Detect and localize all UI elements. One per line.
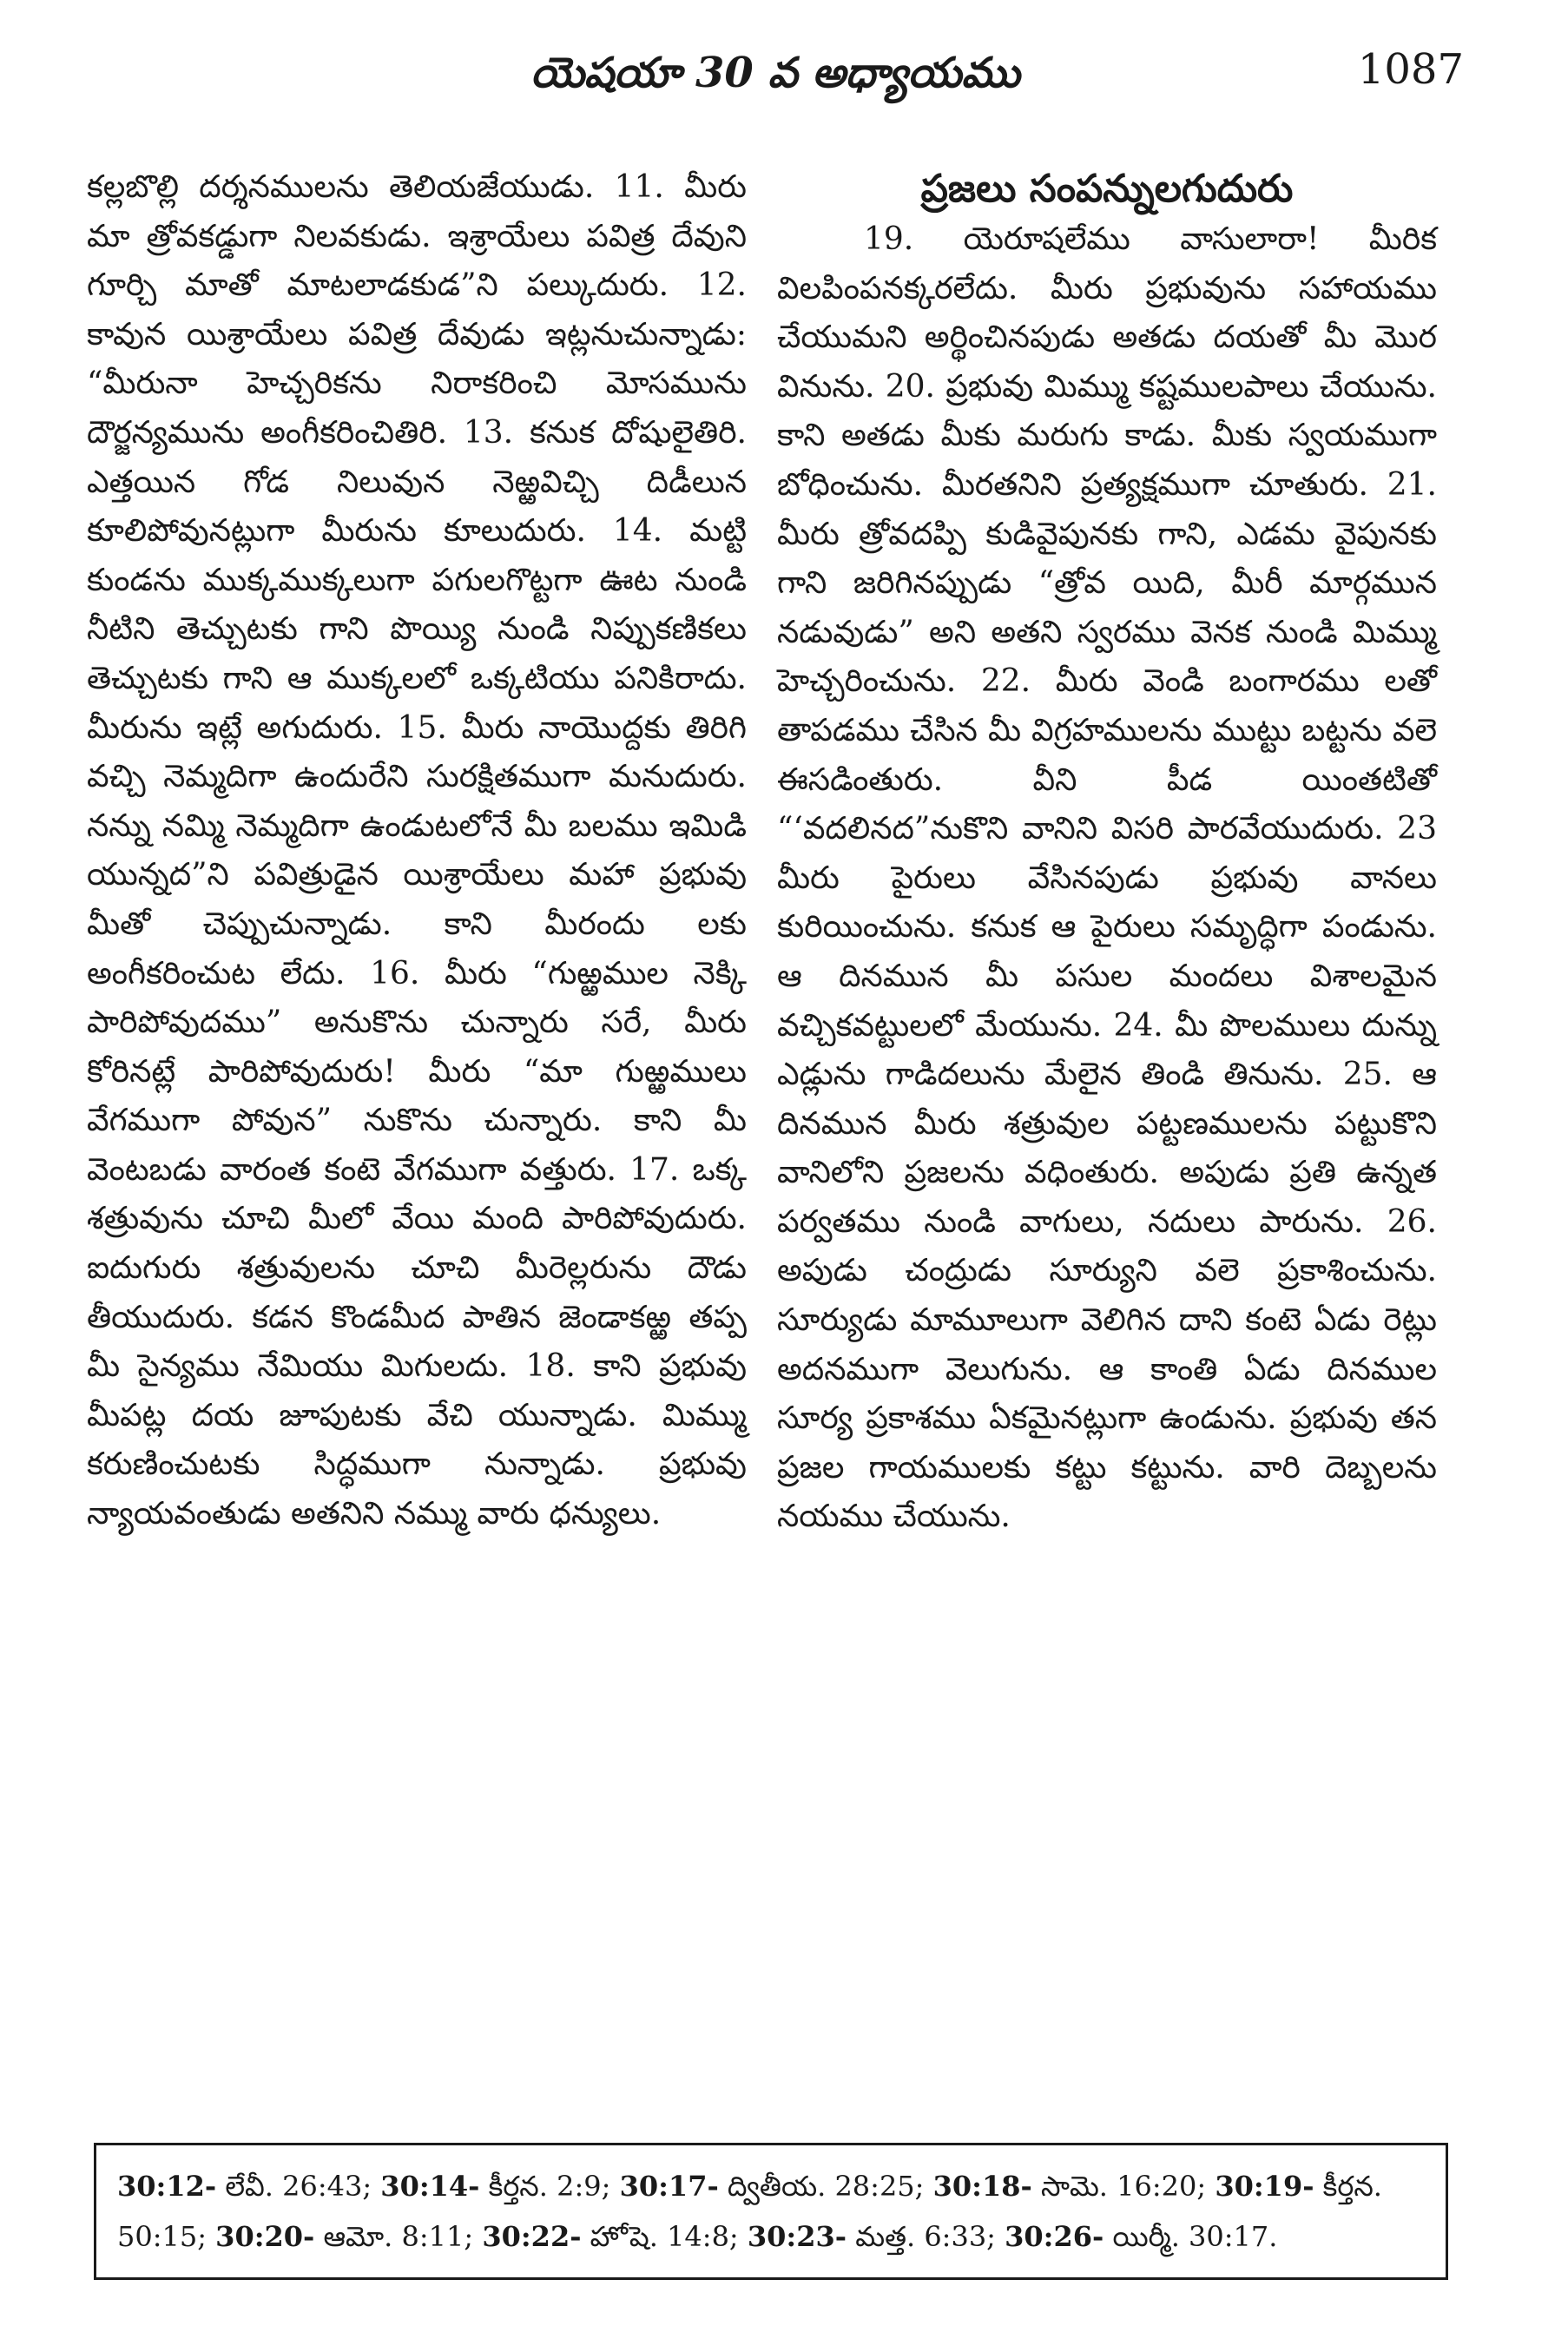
footnote-text: యిర్మీ. 30:17. [1104, 2220, 1278, 2253]
footnote-item [933, 2170, 1207, 2203]
footnote-item [380, 2170, 610, 2203]
section-heading: ప్రజలు సంపన్నులగుదురు [920, 167, 1294, 211]
footnote-text: ద్వితీయ. 28:25; [718, 2170, 925, 2203]
footnote-text: కీర్తన. 50:15; [117, 2170, 1382, 2253]
right-column [777, 163, 1437, 1542]
footnote-item [620, 2170, 925, 2203]
footnote-ref: 30:19- [1215, 2170, 1314, 2203]
page-header [87, 42, 1464, 120]
footnote-ref: 30:20- [215, 2220, 315, 2253]
footnote-ref: 30:26- [1005, 2220, 1104, 2253]
footnote-ref: 30:22- [482, 2220, 582, 2253]
footnote-item [482, 2220, 738, 2253]
footnote-item [1005, 2220, 1277, 2253]
footnote-item [215, 2220, 473, 2253]
footnote-item [117, 2170, 372, 2203]
chapter-title: యెషయా 30 వ అధ్యాయము [530, 49, 1020, 97]
footnote-text: మత్త. 6:33; [847, 2220, 996, 2253]
left-column-text: కల్లబొల్లి దర్శనములను తెలియజేయుడు. 11. మీరు మా త్రోవకడ్డుగా నిలవకుడు. ఇశ్రాయేలు పవిత్ర దేవుని గూర్చి మాతో మాటలాడకుడ”ని పల్కుదురు. 12. కావున యిశ్రాయేలు పవిత్ర దేవుడు ఇట్లనుచున్నాడు: “మీరునా హెచ్చరికను నిరాకరించి మోసమును దౌర్జన్యమును అంగీకరించితిరి. 13. కనుక దోషులైతిరి. ఎత్తయిన గోడ నిలువున నెఱ్ఱవిచ్చి దిడీలున కూలిపోవునట్లుగా మీరును కూలుదురు. 14. మట్టి కుండను ముక్కముక్కలుగా పగులగొట్టగా ఊట నుండి నీటిని తెచ్చుటకు గాని పొయ్యి నుండి నిప్పుకణికలు తెచ్చుటకు గాని ఆ ముక్కలలో ఒక్కటియు పనికిరాదు. మీరును ఇట్లే అగుదురు. 15. మీరు నాయొద్దకు తిరిగి వచ్చి నెమ్మదిగా ఉందురేని సురక్షితముగా మనుదురు. నన్ను నమ్మి నెమ్మదిగా ఉండుటలోనే మీ బలము ఇమిడి యున్నద”ని పవిత్రుడైన యిశ్రాయేలు మహా ప్రభువు మీతో చెప్పుచున్నాడు. కాని మీరందు లకు అంగీకరించుట లేదు. 16. మీరు “గుఱ్ఱముల నెక్కి పారిపోవుదము” అనుకొను చున్నారు సరే, మీరు కోరినట్లే పారిపోవుదురు! మీరు “మా గుఱ్ఱములు వేగముగా పోవున” నుకొను చున్నారు. కాని మీ వెంటబడు వారంత కంటె వేగముగా వత్తురు. 17. ఒక్క శత్రువును చూచి మీలో వేయి మంది పారిపోవుదురు. ఐదుగురు శత్రువులను చూచి మీరెల్లరును దౌడు తీయుదురు. కడన కొండమీద పాతిన జెండాకఱ్ఱ తప్ప మీ సైన్యము నేమియు మిగులదు. 18. కాని ప్రభువు మీపట్ల దయ జూపుటకు వేచి యున్నాడు. మిమ్ము కరుణించుటకు సిద్ధముగా నున్నాడు. ప్రభువు న్యాయవంతుడు అతనిని నమ్ము వారు ధన్యులు. [87, 169, 747, 1532]
footnote-text: లేవీ. 26:43; [216, 2170, 372, 2203]
footnote-ref: 30:23- [747, 2220, 847, 2253]
footnote-ref: 30:17- [619, 2170, 719, 2203]
footnote-text: ఆమో. 8:11; [314, 2220, 474, 2253]
footnote-text: కీర్తన. 2:9; [479, 2170, 611, 2203]
cross-references-box [94, 2143, 1448, 2280]
footnote-text: హోషె. 14:8; [581, 2220, 739, 2253]
footnote-item [748, 2220, 996, 2253]
left-column [87, 163, 747, 1539]
footnote-ref: 30:18- [932, 2170, 1032, 2203]
footnote-ref: 30:12- [117, 2170, 217, 2203]
right-column-text: 19. యెరూషలేము వాసులారా! మీరిక విలపింపనక్కరలేదు. మీరు ప్రభువును సహాయము చేయుమని అర్థించినపుడు అతడు దయతో మీ మొర వినును. 20. ప్రభువు మిమ్ము కష్టములపాలు చేయును. కాని అతడు మీకు మరుగు కాడు. మీకు స్వయముగా బోధించును. మీరతనిని ప్రత్యక్షముగా చూతురు. 21. మీరు త్రోవదప్పి కుడివైపునకు గాని, ఎడమ వైపునకు గాని జరిగినప్పుడు “త్రోవ యిది, మీరీ మార్గమున నడువుడు” అని అతని స్వరము వెనక నుండి మిమ్ము హెచ్చరించును. 22. మీరు వెండి బంగారము లతో తాపడము చేసిన మీ విగ్రహములను ముట్టు బట్టను వలె ఈసడింతురు. వీని పీడ యింతటితో “‘వదలినద”నుకొని వానిని విసరి పారవేయుదురు. 23 మీరు పైరులు వేసినపుడు ప్రభువు వానలు కురియించును. కనుక ఆ పైరులు సమృద్ధిగా పండును. ఆ దినమున మీ పసుల మందలు విశాలమైన వచ్చికవట్టులలో మేయును. 24. మీ పొలములు దున్ను ఎడ్లును గాడిదలును మేలైన తిండి తినును. 25. ఆ దినమున మీరు శత్రువుల పట్టణములను పట్టుకొని వానిలోని ప్రజలను వధింతురు. అపుడు ప్రతి ఉన్నత పర్వతము నుండి వాగులు, నదులు పారును. 26. అపుడు చంద్రుడు సూర్యుని వలె ప్రకాశించును. సూర్యుడు మామూలుగా వెలిగిన దాని కంటె ఏడు రెట్లు అదనముగా వెలుగును. ఆ కాంతి ఏడు దినముల సూర్య ప్రకాశము ఏకమైనట్లుగా ఉండును. ప్రభువు తన ప్రజల గాయములకు కట్టు కట్టును. వారి దెబ్బలను నయము చేయును. [777, 221, 1437, 1535]
footnote-text: సామె. 16:20; [1031, 2170, 1207, 2203]
page-number: 1087 [1357, 45, 1464, 94]
footnote-ref: 30:14- [380, 2170, 480, 2203]
